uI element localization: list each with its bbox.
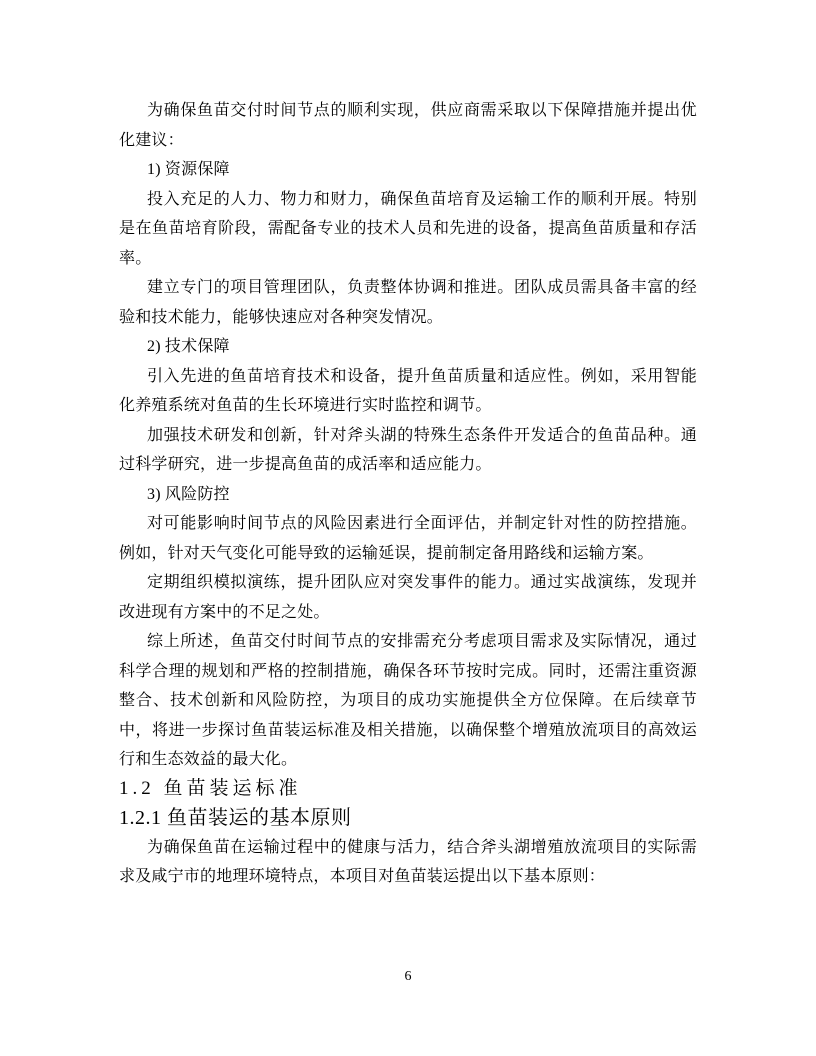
paragraph: 引入先进的鱼苗培育技术和设备，提升鱼苗质量和适应性。例如，采用智能化养殖系统对鱼苗的生长环境进行实时监控和调节。 <box>119 367 697 414</box>
paragraph: 综上所述，鱼苗交付时间节点的安排需充分考虑项目需求及实际情况，通过科学合理的规划和严格的控制措施，确保各环节按时完成。同时，还需注重资源整合、技术创新和风险防控，为项目的成功实施提供全方位保障。在后续章节中，将进一步探讨鱼苗装运标准及相关措施，以确保整个增殖放流项目的高效运行和生态效益的最大化。 <box>119 633 697 768</box>
paragraph: 对可能影响时间节点的风险因素进行全面评估，并制定针对性的防控措施。例如，针对天气变化可能导致的运输延误，提前制定备用路线和运输方案。 <box>119 515 697 562</box>
paragraph: 为确保鱼苗在运输过程中的健康与活力，结合斧头湖增殖放流项目的实际需求及咸宁市的地理环境特点，本项目对鱼苗装运提出以下基本原则： <box>119 838 697 885</box>
paragraph: 为确保鱼苗交付时间节点的顺利实现，供应商需采取以下保障措施并提出优化建议： <box>119 102 697 149</box>
page-number: 6 <box>404 969 412 984</box>
numbered-item: 2) 技术保障 <box>147 338 230 355</box>
paragraph: 投入充足的人力、物力和财力，确保鱼苗培育及运输工作的顺利开展。特别是在鱼苗培育阶段，需配备专业的技术人员和先进的设备，提高鱼苗质量和存活率。 <box>119 190 697 267</box>
numbered-item: 3) 风险防控 <box>147 485 230 503</box>
paragraph: 定期组织模拟演练，提升团队应对突发事件的能力。通过实战演练，发现并改进现有方案中的不足之处。 <box>119 574 697 621</box>
numbered-item: 1) 资源保障 <box>147 161 230 178</box>
paragraph: 建立专门的项目管理团队，负责整体协调和推进。团队成员需具备丰富的经验和技术能力，能够快速应对各种突发情况。 <box>119 279 697 326</box>
subsection-heading-1-2-1: 1.2.1 鱼苗装运的基本原则 <box>119 806 352 829</box>
section-heading-1-2: 1.2 鱼苗装运标准 <box>119 777 302 799</box>
document-body <box>119 96 697 892</box>
paragraph: 加强技术研发和创新，针对斧头湖的特殊生态条件开发适合的鱼苗品种。通过科学研究，进一步提高鱼苗的成活率和适应能力。 <box>119 426 697 473</box>
